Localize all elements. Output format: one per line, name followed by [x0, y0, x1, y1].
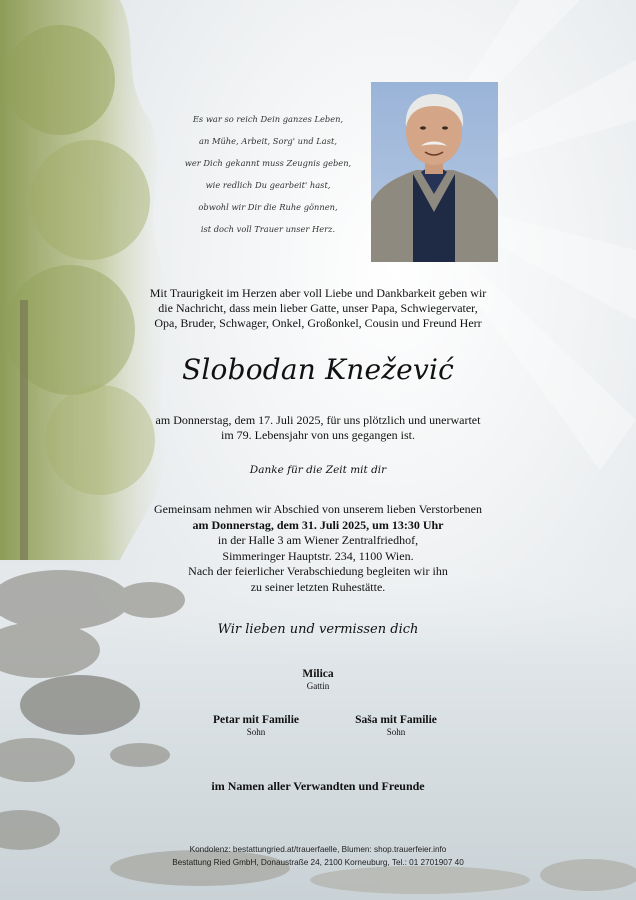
poem	[168, 108, 368, 240]
funeral-line: Gemeinsam nehmen wir Abschied von unserem lieben Verstorbenen	[153, 502, 483, 516]
death-line: im 79. Lebensjahr von uns gegangen ist.	[221, 428, 415, 442]
intro-text	[130, 286, 506, 331]
poem-line: an Mühe, Arbeit, Sorg' und Last,	[199, 136, 337, 146]
death-info	[130, 413, 506, 443]
death-line: am Donnerstag, dem 17. Juli 2025, für uns plötzlich und unerwartet	[155, 413, 481, 427]
funeral-line: Simmeringer Hauptstr. 234, 1100 Wien.	[222, 548, 414, 563]
funeral-info	[130, 502, 506, 595]
mourner-role: Sohn	[246, 727, 266, 737]
mourner-role: Sohn	[386, 727, 406, 737]
mourner-entry	[326, 714, 466, 737]
intro-line: Opa, Bruder, Schwager, Onkel, Großonkel, Cousin und Freund Herr	[154, 316, 482, 330]
funeral-line: zu seiner letzten Ruhestätte.	[250, 579, 386, 594]
poem-line: Es war so reich Dein ganzes Leben,	[192, 114, 344, 124]
footer-company: Bestattung Ried GmbH, Donaustraße 24, 2100 Korneuburg, Tel.: 01 2701907 40	[172, 858, 464, 867]
deceased-name: Slobodan Knežević	[181, 353, 455, 386]
portrait-photo	[371, 82, 498, 262]
poem-line: wer Dich gekannt muss Zeugnis geben,	[184, 158, 352, 168]
love-line: Wir lieben und vermissen dich	[217, 622, 419, 637]
footer-condolence: Kondolenz: bestattungried.at/trauerfaelle, Blumen: shop.trauerfeier.info	[189, 845, 447, 854]
mourner-entry	[248, 668, 388, 691]
mourner-entry	[186, 714, 326, 737]
funeral-line: in der Halle 3 am Wiener Zentralfriedhof,	[217, 533, 419, 547]
intro-line: Mit Traurigkeit im Herzen aber voll Liebe und Dankbarkeit geben wir	[149, 286, 487, 300]
poem-line: ist doch voll Trauer unser Herz.	[200, 224, 336, 234]
poem-line: wie redlich Du gearbeit' hast,	[205, 180, 331, 190]
poem-line: obwohl wir Dir die Ruhe gönnen,	[198, 202, 338, 212]
mourner-role: Gattin	[306, 681, 330, 691]
intro-line: die Nachricht, dass mein lieber Gatte, unser Papa, Schwiegervater,	[158, 301, 478, 315]
closing-line: im Namen aller Verwandten und Freunde	[211, 779, 425, 793]
mourner-name: Saša mit Familie	[355, 714, 437, 726]
mourner-name: Petar mit Familie	[212, 714, 299, 726]
funeral-line: Nach der feierlicher Verabschiedung begleiten wir ihn	[188, 564, 448, 578]
funeral-date: am Donnerstag, dem 31. Juli 2025, um 13:30 Uhr	[192, 517, 444, 532]
thanks-line: Danke für die Zeit mit dir	[249, 464, 387, 476]
mourner-name: Milica	[302, 668, 334, 680]
